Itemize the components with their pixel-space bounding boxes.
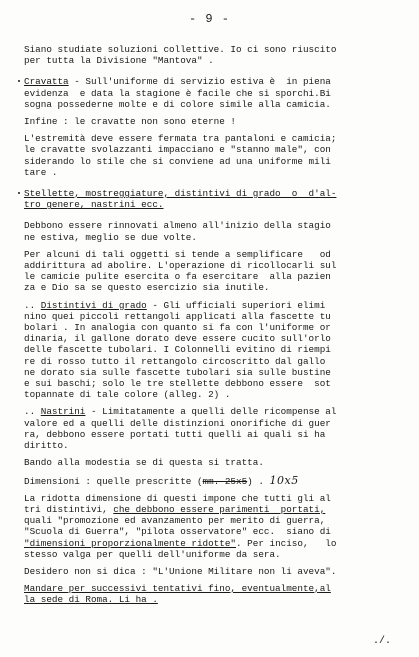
section-nastrini — [24, 406, 406, 451]
text-span: .. — [24, 299, 41, 311]
paragraph-debbono — [24, 220, 406, 242]
nastrini-first-line — [24, 406, 406, 417]
underlined-span: che debbono essere parimenti portati, — [113, 503, 326, 515]
page-number: - 9 - — [188, 12, 230, 26]
stellette-heading-cont: tro genere, nastrini ecc. — [24, 199, 164, 211]
text-line: nino quei piccoli rettangoli applicati alla fascette tu — [24, 310, 331, 322]
text-line: le cravatte svolazzanti impacciano e "stanno male", con — [24, 144, 331, 156]
section-cravatta — [24, 76, 406, 110]
stellette-heading: Stellette, mostreggiature, distintivi di grado o d'al- — [24, 188, 406, 199]
section-distintivi — [24, 300, 406, 401]
paragraph-bando — [24, 457, 406, 468]
text-line: Debbono essere rinnovati almeno all'inizio della stagio — [24, 220, 331, 232]
text-line-mixed — [24, 504, 406, 515]
text-span: ) . — [247, 475, 270, 487]
document-body — [24, 44, 406, 612]
underlined-line: la sede di Roma. Li ha . — [24, 594, 158, 606]
text-line: e sui baschi; solo le tre stellette debbono essere sot — [24, 378, 331, 390]
text-line: le camicie pulite esercita o fa esercitare alla pazien — [24, 271, 331, 283]
paragraph-ridotta — [24, 493, 406, 560]
text-line: L'estremità deve essere fermata tra pantaloni e camicia; — [24, 133, 337, 145]
cravatta-first-line — [24, 76, 406, 87]
text-line-mixed — [24, 538, 406, 549]
text-line: La ridotta dimensione di questi impone che tutti gli al — [24, 492, 331, 504]
text-span: - Limitatamente a quelli delle ricompense al — [85, 406, 337, 418]
text-line: siderando lo stile che si conviene ad una uniforme mili — [24, 155, 331, 167]
text-line: stesso valga per quelli dell'uniforme da sera. — [24, 548, 281, 560]
text-line: bolari . In analogia con quanto si fa con l'uniforme or — [24, 322, 331, 334]
text-line: Per alcuni di tali oggetti si tende a semplificare od — [24, 248, 331, 260]
text-line: quali "promozione ed avanzamento per merito di guerra, — [24, 515, 326, 527]
distintivi-first-line — [24, 300, 406, 311]
text-span: tri distintivi, — [24, 503, 114, 515]
paragraph-estremita — [24, 133, 406, 178]
text-span: - Gli ufficiali superiori elimi — [146, 299, 326, 311]
cravatta-heading: Cravatta — [24, 76, 69, 88]
text-line: diritto. — [24, 440, 69, 452]
text-span: - Sull'uniforme di servizio estiva è in piena — [68, 76, 331, 88]
paragraph-infine — [24, 116, 406, 127]
dimensioni-label: Dimensioni : quelle prescritte ( — [24, 475, 203, 487]
text-line: za e Dio sa se questo esercizio sia inutile. — [24, 282, 270, 294]
underlined-span: "dimensioni proporzionalmente ridotte" — [24, 537, 237, 549]
text-line: ne estiva, meglio se due volte. — [24, 231, 197, 243]
text-line: ra, debbono essere portati tutti quelli ai quali si ha — [24, 428, 326, 440]
text-line: dinaria, il gallone dorato deve essere cucito sull'orlo — [24, 333, 331, 345]
text-line: ne dorato sia sulle fascette tubolari sia sulle bustine — [24, 366, 331, 378]
dimensioni-line — [24, 475, 406, 487]
distintivi-heading: Distintivi di grado — [40, 299, 147, 311]
section-stellette — [24, 188, 406, 210]
text-line: Infine : le cravatte non sono eterne ! — [24, 116, 237, 128]
paragraph-dimensioni — [24, 475, 406, 487]
text-line: evidenza e data la stagione è facile che si sporchi.Bi — [24, 87, 331, 99]
paragraph-alcuni — [24, 249, 406, 294]
text-line: Siano studiate soluzioni collettive. Io ci sono riuscito — [24, 44, 337, 55]
text-line: addirittura ad abolire. L'operazione di ricollocarli sul — [24, 260, 337, 272]
paragraph-mandare — [24, 583, 406, 605]
text-line: Desidero non si dica : "L'Unione Militare non li aveva". — [24, 565, 337, 577]
text-line: sogna possederne molte e di colore simile alla camicia. — [24, 98, 331, 110]
nastrini-heading: Nastrini — [40, 406, 86, 418]
text-line: Bando alla modestia se di questa si tratta. — [24, 457, 264, 469]
paragraph-desidero — [24, 566, 406, 577]
text-line: re di rosso tutto il rettangolo circoscritto dal gallo — [24, 355, 326, 367]
text-line: valore ed a quelli delle distinzioni onorifiche di guer — [24, 417, 331, 429]
continuation-mark: ./. — [372, 636, 391, 647]
text-line: per tutta la Divisione "Mantova" . — [24, 55, 214, 67]
text-line: tare . — [24, 166, 58, 178]
text-span: . Per inciso, lo — [236, 537, 337, 549]
handwritten-measure: 10x5 — [269, 473, 299, 487]
underlined-line: Mandare per successivi tentativi fino, eventualmente,al — [24, 583, 331, 595]
paragraph-collective-solutions — [24, 44, 406, 66]
text-line: topannate di tale colore (alleg. 2) . — [24, 389, 231, 401]
text-line: delle fascette tubolari. I Colonnelli evitino di riempi — [24, 344, 331, 356]
struck-measure: mm. 25x5 — [202, 475, 248, 487]
text-line: "Scuola di Guerra", "pilota osservatore" ecc. siano di — [24, 526, 331, 538]
text-span: .. — [24, 406, 41, 418]
